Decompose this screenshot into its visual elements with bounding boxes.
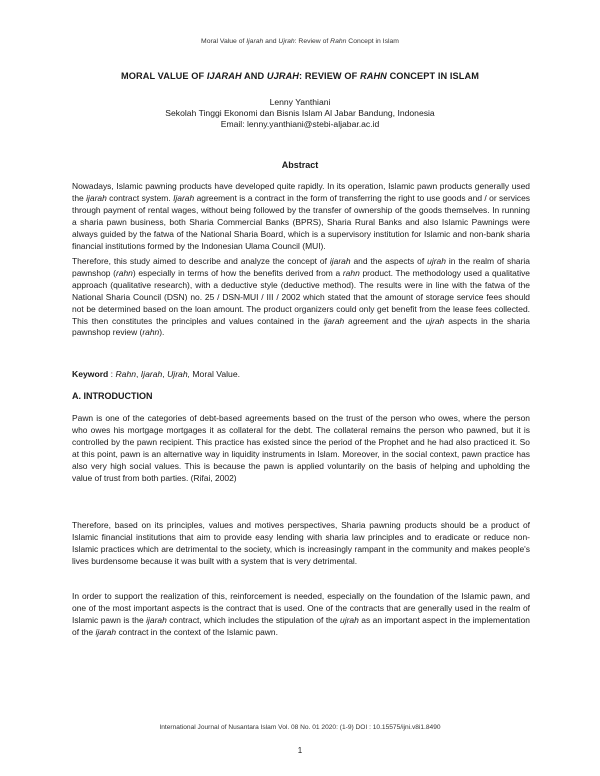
keywords-text: , — [136, 369, 141, 379]
title-text: RAHN — [359, 71, 387, 81]
running-head-text: and — [263, 38, 279, 45]
running-head — [0, 38, 600, 45]
intro-text: ijarah — [95, 626, 117, 637]
title-text: MORAL VALUE OF — [121, 71, 207, 81]
abstract-text: Therefore, this study aimed to describe and analyze the concept of — [72, 256, 330, 266]
abstract-heading: Abstract — [281, 160, 319, 170]
section-heading-introduction: A. INTRODUCTION — [72, 391, 153, 401]
title-text: : REVIEW OF — [299, 71, 360, 81]
running-head-text: Rahn — [330, 38, 347, 45]
abstract-text: ujrah — [427, 256, 446, 266]
author-email[interactable]: Email: lenny.yanthiani@stebi-aljabar.ac.id — [220, 119, 380, 129]
running-head-text: Ujrah — [278, 38, 295, 45]
intro-paragraph-2: Therefore, based on its principles, values and motives perspectives, Sharia pawning products should be a product of Islamic financial institutions that aim to provide easy lending with sharia law principles and to eradicate or reduce non-Islamic practices which are detrimental to the society, which is increasingly rampant in the community and makes people's lives burdensome because it was built with a system that is very detrimental. — [72, 520, 530, 566]
keyword-item: Ijarah — [140, 369, 163, 379]
running-head-text: Moral Value of — [201, 38, 247, 45]
abstract-text: ijarah — [86, 192, 107, 203]
intro-text: contract, which includes the stipulation of the — [166, 614, 341, 625]
abstract-paragraph-2 — [72, 256, 530, 339]
author-name: Lenny Yanthiani — [269, 97, 331, 107]
abstract-text: rahn — [142, 327, 160, 338]
intro-text: contract in the context of the Islamic pawn. — [116, 626, 278, 637]
abstract-text: aspects in the sharia pawnshop review ( — [72, 315, 530, 338]
abstract-text: ) especially in terms of how the benefits derived from a — [132, 267, 343, 278]
abstract-paragraph-1 — [72, 181, 530, 252]
keywords-label: Keyword — [72, 369, 109, 379]
keyword-item: Ujrah, — [167, 369, 191, 379]
abstract-text: Nowadays, Islamic pawning products have developed quite rapidly. In its operation, Islamic pawn products generally used the — [72, 181, 530, 203]
abstract-text: product. The methodology used a qualitative approach (qualitative research), with a deductive style (deductive method). The results were in line with the fatwa of the National Sharia Council (DSN) no. 25 / DSN-MUI / III / 2002 which stated that the amount of storage service fees should not be determined based on the loan amount. The product organizers could only get benefit from the lease fees collected. This then constitutes the principles and values contained in the — [72, 267, 530, 326]
journal-footer: International Journal of Nusantara Islam Vol. 08 No. 01 2020: (1-9) DOI : 10.15575/ijni.v8i1.8490 — [159, 724, 441, 731]
abstract-text: agreement is a contract in the form of transferring the right to use goods and / or services through payment of rental wages, without being followed by the transfer of ownership of the goods themselves. In running a sharia pawn business, both Sharia Commercial Banks (BPRS), Sharia Rural Banks and also Islamic Pawnings were always guided by the fatwa of the National Sharia Board, which is a supervisory institution for Islamic and non-bank sharia financial institutions formed by the Indonesian Ulama Council (MUI). — [72, 192, 530, 251]
intro-paragraph-3 — [72, 591, 530, 639]
running-head-text: : Review of — [294, 38, 331, 45]
running-head-text: Ijarah — [246, 38, 264, 45]
abstract-text: rahn — [342, 267, 360, 278]
title-text: UJRAH — [266, 71, 300, 81]
intro-text: ijarah — [146, 614, 167, 625]
keyword-item: Moral Value. — [190, 369, 241, 379]
title-text: IJARAH — [206, 71, 242, 81]
abstract-text: in the realm of sharia pawnshop ( — [72, 256, 530, 278]
keyword-item: Rahn — [115, 369, 137, 379]
author-affiliation: Sekolah Tinggi Ekonomi dan Bisnis Islam Al Jabar Bandung, Indonesia — [165, 108, 435, 118]
abstract-text: contract system. — [106, 192, 174, 203]
author-block — [70, 97, 530, 130]
intro-text: In order to support the realization of this, reinforcement is needed, especially on the foundation of the Islamic pawn, and one of the most important aspects is the contract that is used. One of the contracts that are generally used in the realm of Islamic pawn is the — [72, 591, 530, 625]
keywords-line — [72, 369, 530, 379]
keywords-text: : — [108, 369, 116, 379]
abstract-text: ijarah — [323, 315, 345, 326]
intro-text: as an important aspect in the implementation of the — [72, 614, 530, 637]
title-text: AND — [241, 71, 267, 81]
abstract-text: ujrah — [425, 315, 445, 326]
title-text: CONCEPT IN ISLAM — [386, 71, 479, 81]
abstract-text: Ijarah — [173, 192, 195, 203]
keywords-text: , — [162, 369, 168, 379]
abstract-text: and the aspects of — [350, 256, 428, 266]
abstract-text: ). — [159, 327, 165, 338]
page-number: 1 — [297, 746, 303, 755]
intro-text: ujrah — [340, 614, 359, 625]
abstract-text: rahn — [115, 267, 133, 278]
intro-paragraph-1: Pawn is one of the categories of debt-based agreements based on the trust of the person who owes, where the person who owes his mortgage mortgages it as collateral for the debt. The collateral remains the person who pawned, but it is controlled by the pawn recipient. This practice has existed since the period of the Prophet and he had also practiced it. So at this point, pawn is an alternative way in liquidity instruments in Islam. Moreover, in the social context, pawn practice has also very high social values. This is because the pawn is applied voluntarily on the basis of helping and upholding the value of trust from both parties. (Rifai, 2002) — [72, 413, 530, 483]
running-head-text: Concept in Islam — [346, 38, 399, 45]
abstract-text: agreement and the — [344, 315, 426, 326]
paper-title — [70, 71, 530, 81]
abstract-text: ijarah — [329, 256, 351, 266]
